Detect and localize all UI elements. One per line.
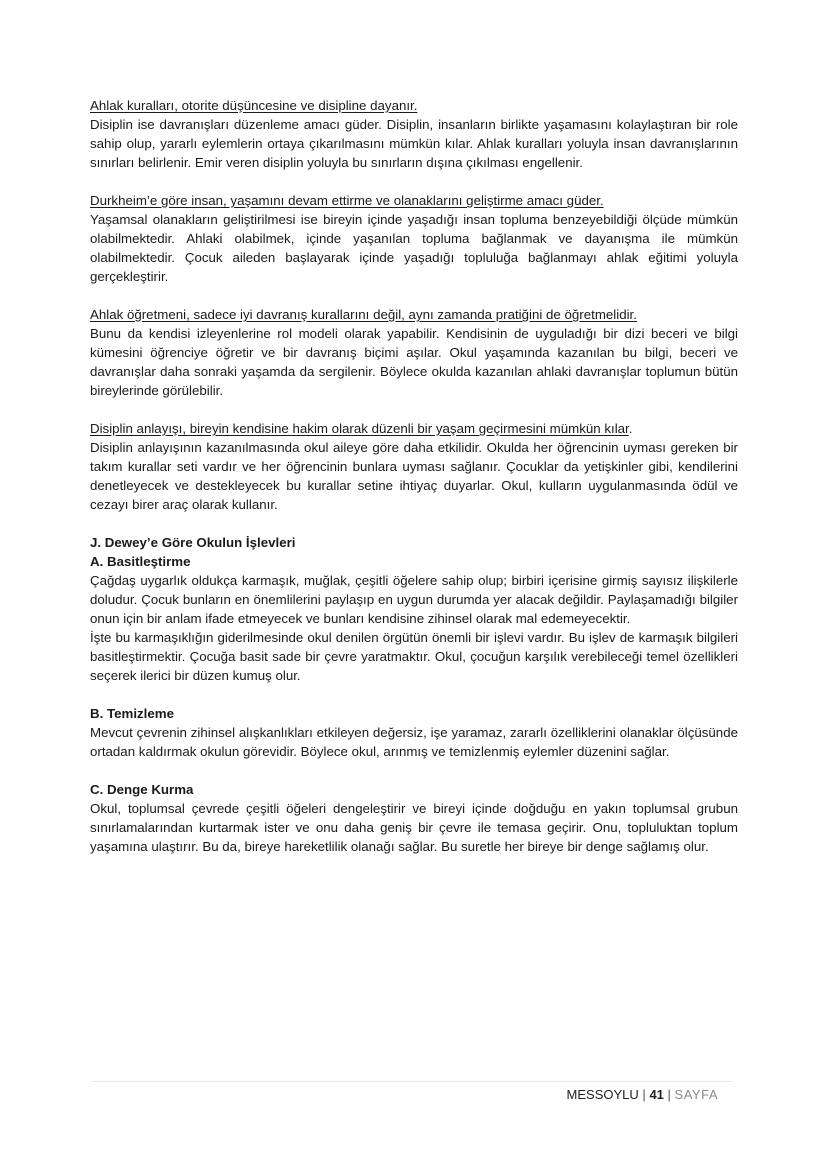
footer-separator: | — [667, 1087, 671, 1102]
section-heading-line — [90, 419, 738, 438]
section-body: Disiplin anlayışının kazanılmasında okul aileye göre daha etkilidir. Okulda her öğrencinin uyması gereken bir takım kurallar seti vardır ve her öğrencinin bunlara uyması sağlanır. Çocuklar da yetişkinler gibi, kendilerini denetleyecek ve destekleyecek bu kurallar setine ihtiyaç duyarlar. Okul, kulların uygulanmasında ödül ve cezayı birer araç olarak kullanır. — [90, 440, 738, 512]
section-heading: Durkheim’e göre insan, yaşamını devam ettirme ve olanaklarını geliştirme amacı güder. — [90, 193, 604, 208]
function-simplification — [90, 552, 738, 685]
section-heading: Ahlak kuralları, otorite düşüncesine ve disipline dayanır. — [90, 98, 418, 113]
function-paragraph: Mevcut çevrenin zihinsel alışkanlıkları etkileyen değersiz, işe yaramaz, zararlı özelliklerini olanaklar ölçüsünde ortadan kaldırmak okulun görevidir. Böylece okul, arınmış ve temizlenmiş eylemler düzenini sağlar. — [90, 725, 738, 759]
page-number: 41 — [649, 1087, 664, 1102]
dewey-functions — [90, 533, 738, 856]
section-heading: Disiplin anlayışı, bireyin kendisine hakim olarak düzenli bir yaşam geçirmesini mümkün kılar — [90, 421, 629, 436]
section-body: Disiplin ise davranışları düzenleme amacı güder. Disiplin, insanların birlikte yaşamasını kolaylaştıran bir role sahip olup, yararlı eylemlerin ortaya çıkarılmasını mümkün kılar. Ahlak kuralları yoluyla insan davranışlarının sınırları belirlenir. Emir veren disiplin yoluyla bu sınırların dışına çıkılması engellenir. — [90, 117, 738, 170]
page-footer — [567, 1087, 718, 1102]
section-durkheim — [90, 191, 738, 286]
section-heading: Ahlak öğretmeni, sadece iyi davranış kurallarını değil, aynı zamanda pratiğini de öğretmelidir. — [90, 307, 637, 322]
function-paragraph: Okul, toplumsal çevrede çeşitli öğeleri dengeleştirir ve bireyi içinde doğduğu en yakın toplumsal grubun sınırlamalarından kurtarmak ister ve onu daha geniş bir çevre ile temasa geçirir. Onu, topluluktan toplum yaşamına ulaştırır. Bu da, bireye hareketlilik olanağı sağlar. Bu suretle her bireye bir denge sağlamış olur. — [90, 801, 738, 854]
section-authority-discipline — [90, 96, 738, 172]
function-paragraph: İşte bu karmaşıklığın giderilmesinde okul denilen örgütün önemli bir işlevi vardır. Bu işlev de karmaşık bilgileri basitleştirmektir. Çocuğa basit sade bir çevre yaratmaktır. Okul, çocuğun karşılık verebileceği temel özellikleri seçerek ilerici bir düzen kumuş olur. — [90, 630, 738, 683]
function-cleansing — [90, 704, 738, 761]
dewey-title: J. Dewey’e Göre Okulun İşlevleri — [90, 535, 296, 550]
function-paragraph: Çağdaş uygarlık oldukça karmaşık, muğlak, çeşitli öğelere sahip olup; birbiri içerisine girmiş sayısız ilişkilerle doludur. Çocuk bunların en önemlilerini paylaşıp en uygun durumda yer alacak değildir. Paylaşamadığı bilgiler onun için bir anlam ifade etmeyecek ve bunları kendisine zihinsel olarak mal edemeyecektir. — [90, 573, 738, 626]
section-body: Yaşamsal olanakların geliştirilmesi ise bireyin içinde yaşadığı insan topluma benzeyebildiği ölçüde mümkün olabilmektedir. Ahlaki olabilmek, içinde yaşanılan topluma bağlanmak ve dayanışma ile mümkün olabilmektedir. Çocuk aileden başlayarak içinde yaşadığı topluluğa bağlanmayı ahlak eğitimi yoluyla gerçekleştirir. — [90, 212, 738, 284]
footer-author: MESSOYLU — [566, 1087, 639, 1102]
page-label: SAYFA — [674, 1087, 718, 1102]
heading-suffix: . — [628, 421, 633, 436]
section-moral-teacher — [90, 305, 738, 400]
function-heading: A. Basitleştirme — [90, 554, 191, 569]
footer-separator: | — [642, 1087, 646, 1102]
section-discipline-understanding — [90, 419, 738, 514]
footer-divider — [92, 1081, 732, 1082]
document-page — [90, 96, 738, 875]
function-heading: B. Temizleme — [90, 706, 174, 721]
function-heading: C. Denge Kurma — [90, 782, 194, 797]
function-balancing — [90, 780, 738, 856]
section-body: Bunu da kendisi izleyenlerine rol modeli olarak yapabilir. Kendisinin de uyguladığı bir dizi beceri ve bilgi kümesini öğrenciye öğretir ve bir davranış biçimi aşılar. Okul yaşamında kazanılan bu bilgi, beceri ve davranışlar daha sonraki yaşamda da sergilenir. Böylece okulda kazanılan ahlaki davranışlar toplumun bütün bireylerinde görülebilir. — [90, 326, 738, 398]
